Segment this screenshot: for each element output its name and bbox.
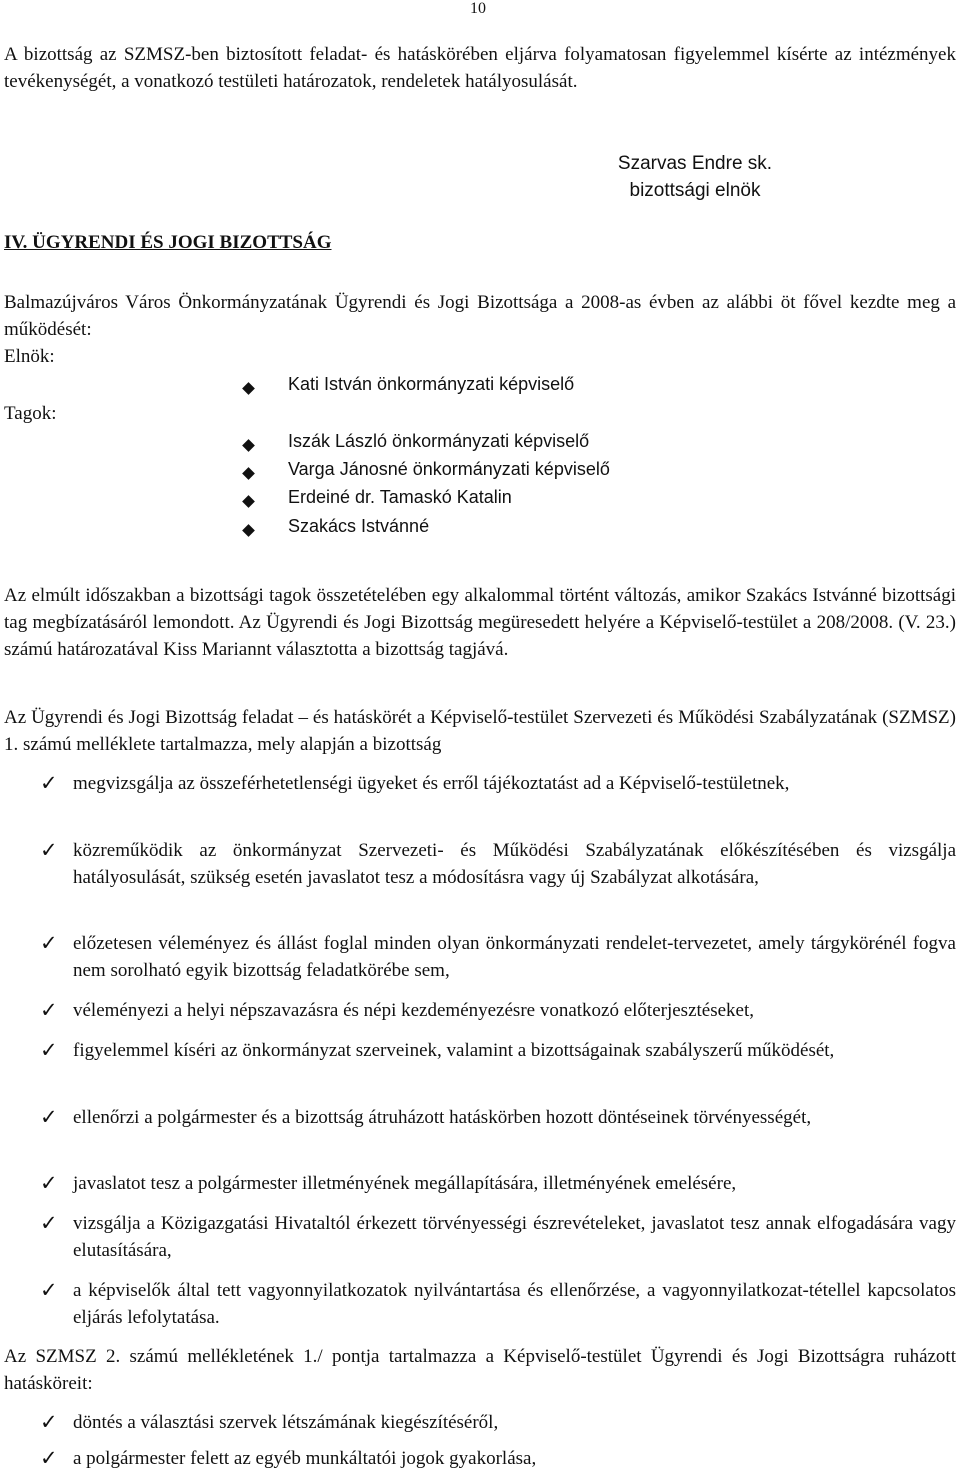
page-number: 10 [470, 0, 486, 17]
member-item: Erdeiné dr. Tamaskó Katalin [288, 487, 512, 507]
checkmark-icon: ✓ [40, 931, 58, 955]
checkmark-icon: ✓ [40, 1410, 58, 1434]
task-item: előzetesen véleményez és állást foglal minden olyan önkormányzati rendelet-tervezetet, amely tárgykörénél fogva nem sorolható egyik bizottság feladatkörébe sem, [73, 933, 956, 981]
member-item: Varga Jánosné önkormányzati képviselő [288, 459, 610, 479]
checkmark-icon: ✓ [40, 1446, 58, 1470]
checkmark-icon: ✓ [40, 998, 58, 1022]
member-item: Szakács Istvánné [288, 516, 430, 536]
checkmark-icon: ✓ [40, 1171, 58, 1195]
task-item: véleményezi a helyi népszavazásra és népi kezdeményezésre vonatkozó előterjesztéseket, [73, 1000, 755, 1021]
task-item: megvizsgálja az összeférhetetlenségi ügyeket és erről tájékoztatást ad a Képviselő-testületnek, [73, 773, 790, 794]
diamond-bullet-icon [244, 493, 253, 511]
checkmark-icon: ✓ [40, 771, 58, 795]
tasks-intro-paragraph: Az Ügyrendi és Jogi Bizottság feladat – és hatáskörét a Képviselő-testület Szervezeti és Működési Szabályzatának (SZMSZ) 1. számú melléklete tartalmazza, mely alapján a bizottság [4, 707, 956, 755]
task-item: közreműködik az önkormányzat Szervezeti- és Működési Szabályzatának előkészítésében és vizsgálja hatályosulását, szükség esetén javaslatot tesz a módosításra vagy új Szabályzat alkotására, [73, 840, 956, 888]
task-item: ellenőrzi a polgármester és a bizottság átruházott hatáskörben hozott döntéseinek törvényességét, [73, 1107, 812, 1128]
section-heading: IV. ÜGYRENDI ÉS JOGI BIZOTTSÁG [4, 232, 332, 253]
signature-block [575, 150, 815, 204]
chair-label: Elnök: [4, 346, 55, 367]
checkmark-icon: ✓ [40, 1278, 58, 1302]
checkmark-icon: ✓ [40, 1211, 58, 1235]
diamond-bullet-icon [244, 437, 253, 455]
signature-title: bizottsági elnök [629, 180, 761, 201]
diamond-bullet-icon [244, 465, 253, 483]
task-item: vizsgálja a Közigazgatási Hivataltól érkezett törvényességi észrevételeket, javaslatot tesz annak elfogadására vagy elutasítására, [73, 1213, 956, 1261]
chair-name: Kati István önkormányzati képviselő [288, 374, 575, 394]
power-item: döntés a választási szervek létszámának kiegészítéséről, [73, 1412, 499, 1433]
checkmark-icon: ✓ [40, 1038, 58, 1062]
checkmark-icon: ✓ [40, 1105, 58, 1129]
members-label: Tagok: [4, 403, 57, 424]
task-item: a képviselők által tett vagyonnyilatkozatok nyilvántartása és ellenőrzése, a vagyonnyilatkozat-tétellel kapcsolatos eljárás lefolytatása. [73, 1280, 956, 1328]
intro-paragraph: A bizottság az SZMSZ-ben biztosított feladat- és hatáskörében eljárva folyamatosan figyelemmel kísérte az intézmények tevékenységét, a vonatkozó testületi határozatok, rendeletek hatályosulását. [4, 44, 956, 92]
power-item: a polgármester felett az egyéb munkáltatói jogok gyakorlása, [73, 1448, 537, 1469]
diamond-bullet-icon [244, 380, 253, 398]
task-item: figyelemmel kíséri az önkormányzat szerveinek, valamint a bizottságainak szabályszerű működését, [73, 1040, 835, 1061]
checkmark-icon: ✓ [40, 838, 58, 862]
composition-paragraph: Balmazújváros Város Önkormányzatának Ügyrendi és Jogi Bizottsága a 2008-as évben az alábbi öt fővel kezdte meg a működését: [4, 292, 956, 340]
powers-intro-paragraph: Az SZMSZ 2. számú mellékletének 1./ pontja tartalmazza a Képviselő-testület Ügyrendi és Jogi Bizottságra ruházott hatásköreit: [4, 1346, 956, 1394]
member-item: Iszák László önkormányzati képviselő [288, 431, 590, 451]
changes-paragraph: Az elmúlt időszakban a bizottsági tagok összetételében egy alkalommal történt változás, amikor Szakács Istvánné bizottsági tag megbízatásáról lemondott. Az Ügyrendi és Jogi Bizottság megüresedett helyére a Képviselő-testület a 208/2008. (V. 23.) számú határozatával Kiss Mariannt választotta a bizottság tagjává. [4, 585, 956, 660]
signature-name: Szarvas Endre sk. [617, 153, 773, 174]
diamond-bullet-icon [244, 522, 253, 540]
task-item: javaslatot tesz a polgármester illetményének megállapítására, illetményének emelésére, [73, 1173, 737, 1194]
